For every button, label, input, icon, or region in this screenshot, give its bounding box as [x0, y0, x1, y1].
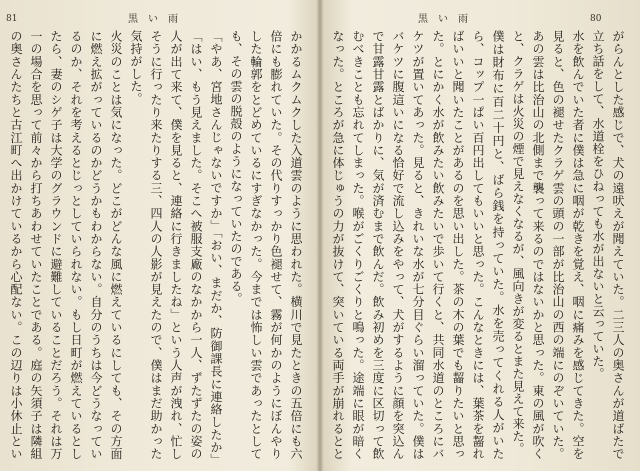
- right-running-head: 黒い雨: [418, 14, 478, 25]
- paragraph: 水を飲んでいた者に僕は急に咽が乾きを覚え、咽に痛みを感じてきた。空を見ると、色の褪せたクラゲ雲の頭の一部が比治山の西の端にのぞいていた。あの雲は比治山の北側まで襲って来るのではないかと思った。東の風が吹くと、クラゲは火災の煙で見えなくなるが、風向きが変るとまた見えて来た。: [511, 30, 585, 460]
- left-page: [0, 0, 318, 471]
- right-page-number: 80: [590, 14, 602, 24]
- right-page: [322, 0, 640, 471]
- left-page-text: [6, 30, 306, 460]
- paragraph: 火災のことは気になった。どこがどんな風に燃えているにしても、その方面に燃え拡がっているのかどうかもわからない。自分のうちは今どうなっているのか、それを考えるとじっとしていられない。もし日町が燃えているとしたら、妻のシゲ子は大学のグラウンドに避難していることだろう。それは万一の場合を思って前々から打ちあわせていたことである。庭の矢須子は隣組の奥さんたちと古江町へ出かけているから心配ない。この辺りは小休止とい: [9, 30, 123, 460]
- paragraph: かかるムクムクした入道雲のように思われた。横川で見たときの五倍にも六倍にも膨れていた。その代りすっかり色褪せて、霧が何かのようにぼんやりした輪郭をとどめているにすぎなかった。今までは怖しい雲であったとしても、その雲の脱殻のようになっていたのである。: [229, 30, 303, 460]
- paragraph: がらんとした感じで、犬の遠吠えが聞えていた。二三人の奥さんが道ばたで立ち話をして、水道栓をひねっても水が出ないと云っていた。: [591, 30, 625, 460]
- left-running-head: 黒い雨: [128, 14, 188, 25]
- right-page-text: [328, 30, 628, 460]
- paragraph: 僕は財布に百二十円と、ばら銭を持っていた。水を売ってくれる人がいたら、コップ一ぱい百円出してもいいと思った。こんなときには、葉茶を齧ればいいと聞いたことがあるのを思い出した。茶の木の葉でも齧りたいと思った。とにかく水が飲みたい飲みたいで歩いて行くと、共同水道のところにバケツが置いてあった。見ると、きれいな水が七分目ぐらい溜っていた。僕はバケツに腹這いになる恰好で流し込みをやって、犬がするように顔を突込んで甘露甘露とばかりに、気が済むまで飲んだ。飲み初めを三度に区切って飲むべきことも忘れてしまった。喉がごくりごくりと鳴った。途端に眼が暗くなった。ところが急に体じゅうの力が抜けて、突いている両手が崩れるとと: [331, 30, 505, 460]
- paragraph: 「やあ、宮地さんじゃないですか」「おい、まだか、防御課長に連絡したか」「はい、もう見えました。そこへ被服支廠のなかから一人、ずたずたの姿の人が出て来て、僕を見ると、連絡に行きましたね」という人声が洩れ、忙しそうに行ったり来たりする三、四人の人影が見えたので、僕はまだ助かった気持がした。: [129, 30, 223, 460]
- left-page-number: 81: [6, 14, 18, 24]
